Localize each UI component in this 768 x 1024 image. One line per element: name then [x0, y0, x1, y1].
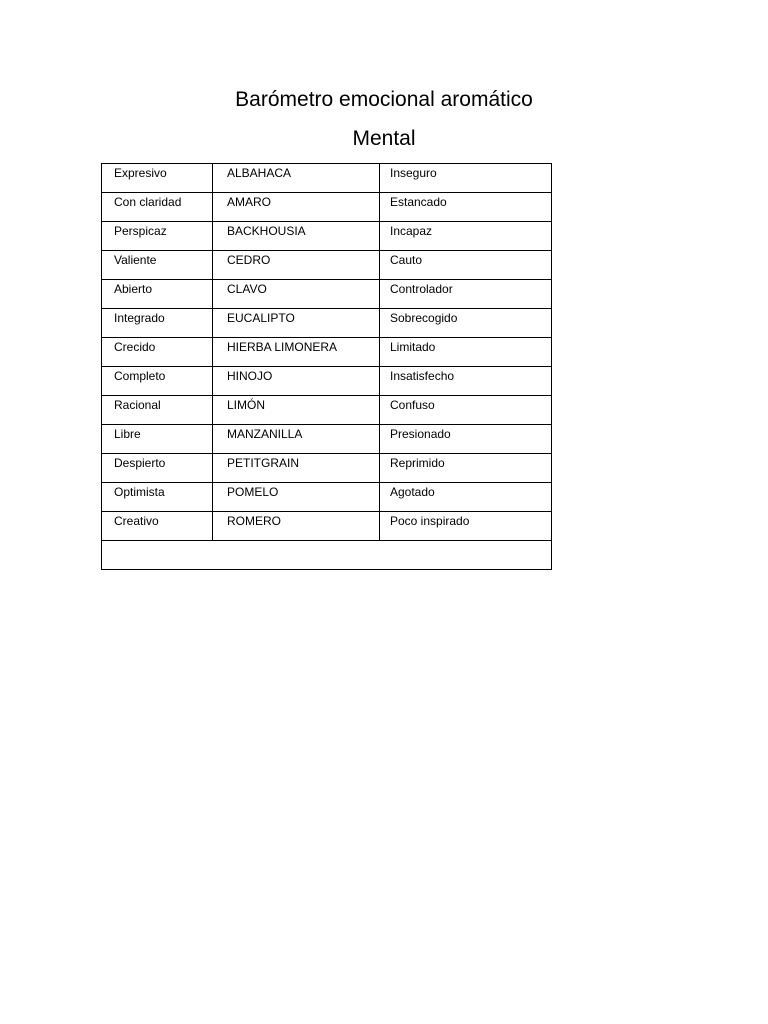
- positive-emotion-text: Optimista: [114, 485, 165, 499]
- barometer-table-body: [102, 164, 552, 570]
- oil-name-cell: [213, 222, 380, 251]
- table-row: [102, 164, 552, 193]
- negative-emotion-cell: [380, 338, 552, 367]
- negative-emotion-cell: [380, 367, 552, 396]
- oil-name-text: CEDRO: [227, 253, 271, 267]
- positive-emotion-cell: [102, 164, 213, 193]
- negative-emotion-text: Confuso: [390, 398, 435, 412]
- positive-emotion-cell: [102, 454, 213, 483]
- positive-emotion-text: Integrado: [114, 311, 165, 325]
- oil-name-text: MANZANILLA: [227, 427, 303, 441]
- oil-name-text: HIERBA LIMONERA: [227, 340, 338, 354]
- oil-name-cell: [213, 338, 380, 367]
- table-row: [102, 396, 552, 425]
- oil-name-cell: [213, 309, 380, 338]
- table-row: [102, 251, 552, 280]
- oil-name-text: POMELO: [227, 485, 279, 499]
- oil-name-cell: [213, 164, 380, 193]
- empty-cell: [102, 541, 552, 570]
- positive-emotion-text: Perspicaz: [114, 224, 167, 238]
- negative-emotion-cell: [380, 222, 552, 251]
- table-row: [102, 280, 552, 309]
- positive-emotion-text: Despierto: [114, 456, 166, 470]
- table-row: [102, 222, 552, 251]
- negative-emotion-text: Controlador: [390, 282, 453, 296]
- negative-emotion-cell: [380, 193, 552, 222]
- oil-name-text: LIMÓN: [227, 398, 266, 412]
- table-row: [102, 454, 552, 483]
- table-row: [102, 483, 552, 512]
- negative-emotion-text: Poco inspirado: [390, 514, 470, 528]
- table-row: [102, 425, 552, 454]
- oil-name-cell: [213, 512, 380, 541]
- negative-emotion-text: Incapaz: [390, 224, 433, 238]
- negative-emotion-cell: [380, 396, 552, 425]
- table-row: [102, 367, 552, 396]
- positive-emotion-text: Creativo: [114, 514, 159, 528]
- negative-emotion-text: Limitado: [390, 340, 436, 354]
- negative-emotion-text: Estancado: [390, 195, 447, 209]
- positive-emotion-cell: [102, 425, 213, 454]
- negative-emotion-text: Presionado: [390, 427, 451, 441]
- positive-emotion-text: Crecido: [114, 340, 156, 354]
- negative-emotion-text: Sobrecogido: [390, 311, 458, 325]
- positive-emotion-cell: [102, 309, 213, 338]
- positive-emotion-cell: [102, 367, 213, 396]
- oil-name-text: AMARO: [227, 195, 272, 209]
- positive-emotion-text: Expresivo: [114, 166, 167, 180]
- positive-emotion-cell: [102, 280, 213, 309]
- empty-table-row: [102, 541, 552, 570]
- positive-emotion-cell: [102, 396, 213, 425]
- negative-emotion-cell: [380, 309, 552, 338]
- positive-emotion-text: Valiente: [114, 253, 157, 267]
- negative-emotion-cell: [380, 280, 552, 309]
- negative-emotion-cell: [380, 425, 552, 454]
- table-row: [102, 309, 552, 338]
- positive-emotion-text: Completo: [114, 369, 166, 383]
- negative-emotion-cell: [380, 483, 552, 512]
- barometer-table: [101, 163, 552, 570]
- table-row: [102, 512, 552, 541]
- negative-emotion-cell: [380, 164, 552, 193]
- table-row: [102, 338, 552, 367]
- oil-name-text: ROMERO: [227, 514, 281, 528]
- positive-emotion-cell: [102, 251, 213, 280]
- positive-emotion-cell: [102, 512, 213, 541]
- oil-name-cell: [213, 425, 380, 454]
- oil-name-text: HINOJO: [227, 369, 273, 383]
- oil-name-text: CLAVO: [227, 282, 267, 296]
- oil-name-cell: [213, 396, 380, 425]
- oil-name-cell: [213, 280, 380, 309]
- oil-name-text: PETITGRAIN: [227, 456, 300, 470]
- positive-emotion-text: Libre: [114, 427, 141, 441]
- positive-emotion-text: Racional: [114, 398, 161, 412]
- oil-name-cell: [213, 454, 380, 483]
- negative-emotion-text: Inseguro: [390, 166, 437, 180]
- oil-name-cell: [213, 483, 380, 512]
- negative-emotion-text: Insatisfecho: [390, 369, 455, 383]
- positive-emotion-cell: [102, 193, 213, 222]
- document-subtitle: Mental: [352, 127, 416, 150]
- negative-emotion-cell: [380, 512, 552, 541]
- positive-emotion-text: Con claridad: [114, 195, 182, 209]
- negative-emotion-text: Agotado: [390, 485, 435, 499]
- negative-emotion-text: Cauto: [390, 253, 423, 267]
- positive-emotion-cell: [102, 338, 213, 367]
- negative-emotion-text: Reprimido: [390, 456, 445, 470]
- oil-name-text: BACKHOUSIA: [227, 224, 306, 238]
- negative-emotion-cell: [380, 251, 552, 280]
- positive-emotion-cell: [102, 483, 213, 512]
- oil-name-cell: [213, 193, 380, 222]
- oil-name-cell: [213, 251, 380, 280]
- positive-emotion-cell: [102, 222, 213, 251]
- oil-name-text: ALBAHACA: [227, 166, 292, 180]
- positive-emotion-text: Abierto: [114, 282, 153, 296]
- table-row: [102, 193, 552, 222]
- oil-name-cell: [213, 367, 380, 396]
- negative-emotion-cell: [380, 454, 552, 483]
- oil-name-text: EUCALIPTO: [227, 311, 295, 325]
- document-title: Barómetro emocional aromático: [235, 88, 533, 111]
